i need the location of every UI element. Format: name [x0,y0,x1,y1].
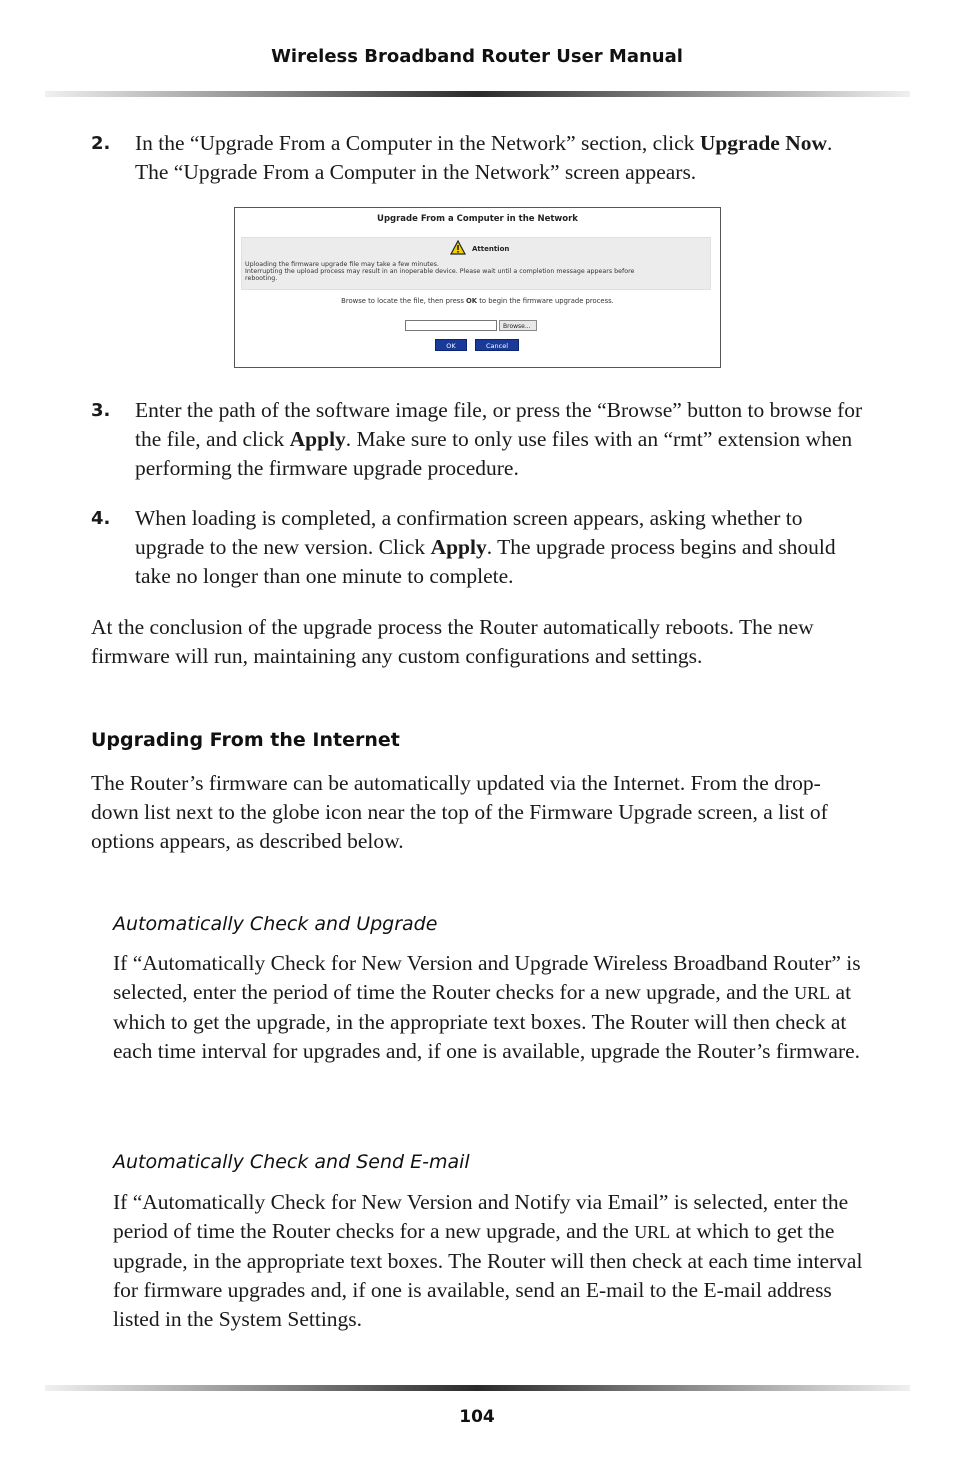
step-text-part: . The “Upgrade From a Computer in the Network” screen appears. [135,131,833,184]
attention-box [241,237,711,290]
paragraph-text: If “Automatically Check for New Version and Notify via Email” is selected, enter the period of time the Router checks for a new upgrade, and the [113,1190,849,1243]
ok-button[interactable]: OK [435,339,467,351]
step-text-part: Enter the path of the software image file, or press the “Browse” button to browse for the file, and click [135,398,863,451]
step-text [135,504,870,591]
warning-icon [450,240,466,255]
footer-rule [45,1385,910,1391]
section-paragraph: The Router’s firmware can be automatically updated via the Internet. From the drop-down list next to the globe icon near the top of the Firmware Upgrade screen, a list of options appears, as described below. [91,771,828,853]
step-ui-label: Upgrade Now [699,131,828,155]
step-number: 2. [91,133,111,154]
step-text-part: . Make sure to only use files with an “rmt” extension when performing the firmware upgrade procedure. [135,427,853,480]
step-number: 3. [91,400,111,421]
dialog-title: Upgrade From a Computer in the Network [377,214,578,224]
step-ui-label: Apply [289,427,346,451]
step-number: 4. [91,508,111,529]
subsection-paragraph [113,949,868,1066]
browse-note-text: Browse to locate the file, then press [341,297,467,305]
conclusion-paragraph: At the conclusion of the upgrade process the Router automatically reboots. The new firmware will run, maintaining any custom configurations and settings. [91,615,814,668]
browse-button[interactable]: Browse... [499,320,537,331]
browse-note-ok: OK [466,297,478,305]
paragraph-text: at which to get the upgrade, in the appropriate text boxes. The Router will then check at each time interval for firmware upgrades and, if one is available, send an E-mail to the E-mail address listed in the System Settings. [113,1219,863,1331]
section-heading: Upgrading From the Internet [91,729,400,751]
file-path-input[interactable] [405,320,497,331]
step-text-part: In the “Upgrade From a Computer in the Network” section, click [135,131,700,155]
browse-instructions [235,297,720,305]
subsection-paragraph [113,1188,868,1334]
url-term: URL [634,1222,671,1242]
step-ui-label: Apply [430,535,487,559]
header-title: Wireless Broadband Router User Manual [271,46,683,67]
step-text-part: When loading is completed, a confirmation screen appears, asking whether to upgrade to the new version. Click [135,506,803,559]
attention-label: Attention [472,245,510,253]
step-text [135,129,870,187]
subsection-heading: Automatically Check and Upgrade [113,913,438,935]
browse-note-text: to begin the firmware upgrade process. [477,297,614,305]
attention-line: Interrupting the upload process may result in an inoperable device. Please wait until a completion message appears before [245,268,635,275]
upgrade-dialog-screenshot [234,207,721,368]
cancel-button[interactable]: Cancel [475,339,519,351]
step-text-part: . The upgrade process begins and should take no longer than one minute to complete. [135,535,836,588]
header-rule [45,91,910,97]
paragraph-text: If “Automatically Check for New Version and Upgrade Wireless Broadband Router” is selected, enter the period of time the Router checks for a new upgrade, and the [113,951,861,1004]
page-number: 104 [459,1407,495,1427]
attention-line: Uploading the firmware upgrade file may take a few minutes. [245,261,439,268]
attention-line: rebooting. [245,275,278,282]
paragraph-text: at which to get the upgrade, in the appropriate text boxes. The Router will then check at each time interval for upgrades and, if one is available, upgrade the Router’s firmware. [113,980,861,1063]
subsection-heading: Automatically Check and Send E-mail [113,1151,470,1173]
url-term: URL [794,983,831,1003]
step-text [135,396,870,483]
